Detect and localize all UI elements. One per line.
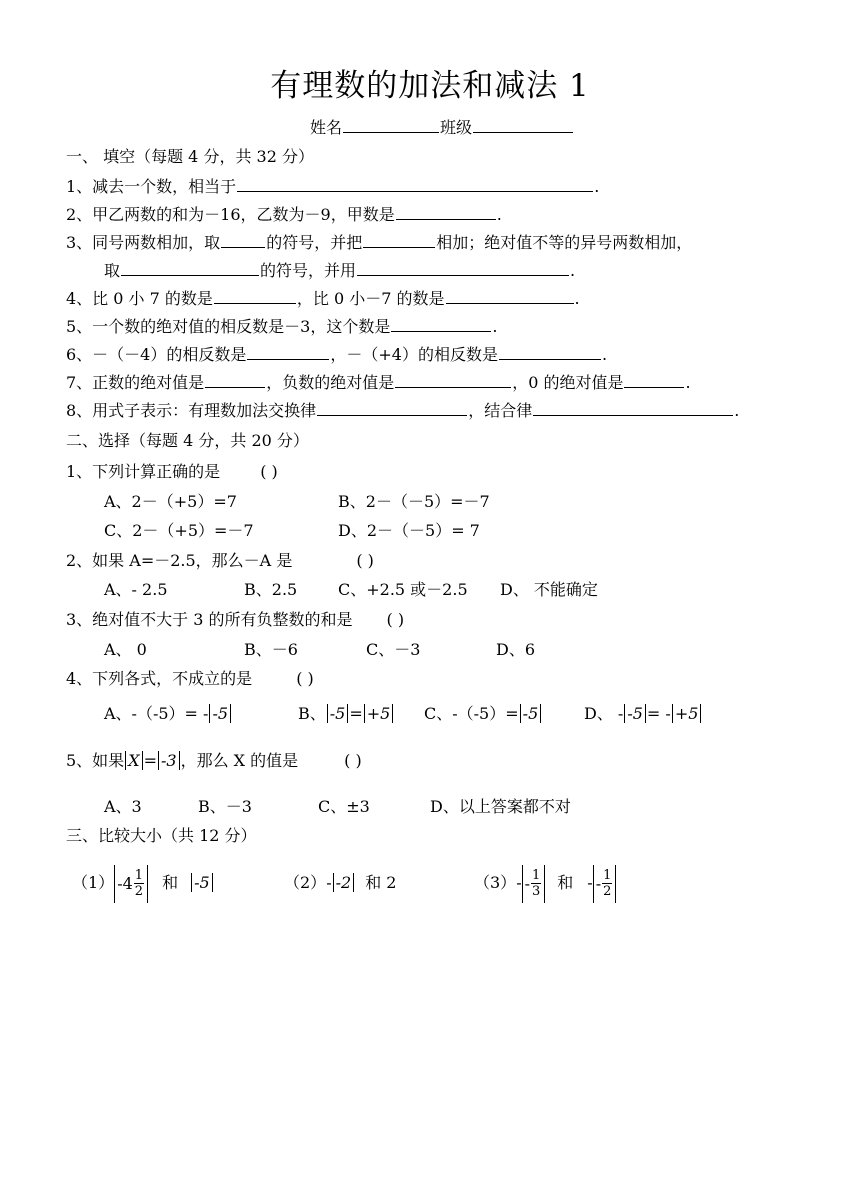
fill-q3-line1 (66, 231, 692, 253)
page-title: 有理数的加法和减法 1 (270, 68, 590, 104)
fill-q1-text: 1、减去一个数，相当于 (66, 177, 237, 196)
section2-heading: 二、选择（每题 4 分，共 20 分） (66, 431, 309, 450)
compare-p2-label: （2） (284, 873, 327, 892)
fill-q6-text-a: 6、－（－4）的相反数是 (66, 345, 247, 364)
compare-p1-num: 1 (134, 868, 144, 883)
fill-q7-text-b: ，负数的绝对值是 (266, 373, 395, 392)
choice-q5-paren[interactable]: ( ) (344, 751, 362, 770)
fill-q3-text-b: 的符号，并把 (266, 233, 363, 252)
compare-p3-in1: - (524, 873, 530, 893)
fill-q1-blank[interactable] (237, 175, 593, 192)
fill-q3-blank1[interactable] (221, 231, 265, 248)
compare-p1 (72, 863, 214, 903)
choice-q1-paren[interactable]: ( ) (260, 462, 278, 481)
compare-p2 (284, 863, 396, 903)
compare-p2-neg: - (326, 873, 332, 892)
fill-q5-end: . (492, 317, 498, 336)
fill-q8-blank2[interactable] (533, 399, 733, 416)
q4d-eq: = - (646, 704, 671, 723)
choice-q4-paren[interactable]: ( ) (296, 669, 314, 688)
choice-q4-stem (66, 669, 314, 689)
fill-q3-text-e: 的符号，并用 (260, 261, 357, 280)
compare-p3-fraction1 (531, 868, 541, 899)
class-field[interactable] (473, 116, 573, 133)
choice-q5-option-d[interactable]: D、以上答案都不对 (430, 797, 571, 816)
compare-p2-abs: -2 (333, 873, 355, 892)
fill-q1 (66, 175, 599, 197)
choice-q4-option-b[interactable] (298, 704, 394, 724)
compare-p1-den: 2 (134, 884, 144, 899)
compare-p3-den1: 3 (532, 884, 541, 899)
compare-p1-int: -4 (117, 873, 133, 893)
choice-q4-text: 4、下列各式，不成立的是 (66, 669, 253, 688)
choice-q5-option-c[interactable]: C、±3 (318, 797, 370, 816)
choice-q1-text: 1、下列计算正确的是 (66, 462, 221, 481)
fill-q7-blank2[interactable] (395, 371, 511, 388)
choice-q1-option-d[interactable]: D、2－（－5）= 7 (338, 521, 480, 540)
q5-post: ，那么 X 的值是 (180, 751, 299, 770)
compare-p3 (474, 863, 616, 903)
section3-heading: 三、比较大小（共 12 分） (66, 826, 257, 845)
choice-q3-option-b[interactable]: B、－6 (244, 640, 298, 659)
compare-p3-in2: - (595, 873, 602, 893)
fill-q7-end: . (685, 373, 691, 392)
choice-q2-option-a[interactable]: A、- 2.5 (104, 580, 168, 599)
choice-q1-option-a[interactable]: A、2－（+5）=7 (104, 492, 237, 511)
q5-abs2: -3 (158, 751, 180, 770)
compare-p3-and: 和 (557, 873, 574, 892)
compare-p3-abs2 (593, 865, 617, 903)
fill-q8 (66, 399, 739, 421)
choice-q3-text: 3、绝对值不大于 3 的所有负整数的和是 (66, 610, 353, 629)
fill-q3-blank4[interactable] (357, 259, 569, 276)
fill-q2-text: 2、甲乙两数的和为－16，乙数为－9，甲数是 (66, 205, 395, 224)
choice-q2-text: 2、如果 A=－2.5，那么－A 是 (66, 551, 293, 570)
name-label: 姓名 (310, 118, 343, 137)
compare-p1-and: 和 (162, 873, 179, 892)
choice-q3-option-a[interactable]: A、 0 (104, 640, 147, 659)
compare-p1-abs: -5 (191, 873, 213, 892)
q4c-pre: C、-（-5）= (424, 704, 519, 723)
q4b-abs2: +5 (364, 704, 394, 723)
compare-p1-label: （1） (72, 873, 115, 892)
fill-q7-blank1[interactable] (205, 371, 265, 388)
fill-q4-blank2[interactable] (446, 287, 574, 304)
compare-p3-label: （3） (474, 873, 517, 892)
class-label: 班级 (440, 118, 473, 137)
fill-q3-text-d: 取 (104, 261, 121, 280)
compare-p1-abs-mixed (114, 865, 148, 903)
q4a-abs: -5 (209, 704, 231, 723)
choice-q3-option-d[interactable]: D、6 (496, 640, 536, 659)
fill-q3-end: . (570, 261, 576, 280)
fill-q5-text: 5、一个数的绝对值的相反数是－3，这个数是 (66, 317, 391, 336)
fill-q5 (66, 315, 497, 337)
compare-p3-abs1 (522, 865, 546, 903)
fill-q4-text-b: ，比 0 小－7 的数是 (296, 289, 445, 308)
q4a-pre: A、-（-5）= - (104, 704, 209, 723)
compare-p1-fraction (134, 868, 144, 899)
choice-q5-option-b[interactable]: B、－3 (198, 797, 252, 816)
fill-q3-line2 (104, 259, 575, 281)
choice-q4-option-a[interactable] (104, 704, 232, 724)
name-field[interactable] (343, 116, 439, 133)
fill-q6-end: . (601, 345, 608, 364)
fill-q8-text-b: ，结合律 (468, 401, 533, 420)
compare-p3-neg2: - (587, 873, 593, 892)
fill-q3-text-c: 相加；绝对值不等的异号两数相加， (436, 233, 693, 252)
q5-eq: = (143, 751, 157, 770)
fill-q6-blank1[interactable] (247, 343, 329, 360)
q4d-abs1: -5 (624, 704, 646, 723)
fill-q3-blank3[interactable] (121, 259, 259, 276)
fill-q6-text-b: ，－（+4）的相反数是 (330, 345, 498, 364)
fill-q4-end: . (574, 289, 580, 308)
choice-q5-stem (66, 751, 362, 771)
q4c-abs: -5 (520, 704, 542, 723)
fill-q2 (66, 203, 502, 225)
choice-q3-stem (66, 610, 404, 630)
choice-q5-option-a[interactable]: A、3 (104, 797, 142, 816)
fill-q2-blank[interactable] (396, 203, 496, 220)
choice-q2-stem (66, 551, 374, 571)
choice-q2-option-d[interactable]: D、 不能确定 (500, 580, 598, 599)
compare-p3-neg1: - (516, 873, 522, 892)
fill-q7-blank3[interactable] (624, 371, 684, 388)
compare-p3-num2: 1 (603, 868, 612, 883)
q5-pre: 5、如果 (66, 751, 125, 770)
choice-q2-option-c[interactable]: C、+2.5 或－2.5 (338, 580, 468, 599)
fill-q7-text-c: ，0 的绝对值是 (512, 373, 624, 392)
q4b-abs1: -5 (327, 704, 349, 723)
choice-q1-option-c[interactable]: C、2－（+5）=－7 (104, 521, 254, 540)
fill-q1-end: . (594, 177, 600, 196)
fill-q4-text-a: 4、比 0 小 7 的数是 (66, 289, 213, 308)
fill-q4-blank1[interactable] (214, 287, 296, 304)
fill-q8-end: . (734, 401, 740, 420)
fill-q2-end: . (496, 205, 502, 224)
fill-q7 (66, 371, 691, 393)
q4b-eq: = (349, 704, 363, 723)
fill-q4 (66, 287, 580, 309)
choice-q3-paren[interactable]: ( ) (386, 610, 405, 629)
fill-q6 (66, 343, 607, 365)
choice-q2-paren[interactable]: ( ) (356, 551, 374, 570)
choice-q1-option-b[interactable]: B、2－（－5）=－7 (338, 492, 490, 511)
q4d-pre: D、 - (584, 704, 624, 723)
choice-q4-option-c[interactable] (424, 704, 542, 724)
q5-abs1: X (125, 751, 142, 770)
fill-q7-text-a: 7、正数的绝对值是 (66, 373, 205, 392)
choice-q2-option-b[interactable]: B、2.5 (244, 580, 298, 599)
choice-q1-stem (66, 462, 278, 482)
fill-q3-blank2[interactable] (363, 231, 435, 248)
compare-p3-den2: 2 (603, 884, 612, 899)
fill-q8-text-a: 8、用式子表示：有理数加法交换律 (66, 401, 317, 420)
choice-q4-option-d[interactable] (584, 704, 702, 724)
fill-q6-blank2[interactable] (499, 343, 601, 360)
q4d-abs2: +5 (672, 704, 702, 723)
q4b-pre: B、 (298, 704, 326, 723)
section1-heading: 一、 填空（每题 4 分，共 32 分） (66, 147, 314, 166)
fill-q8-blank1[interactable] (317, 399, 467, 416)
compare-p2-and: 和 2 (365, 873, 397, 892)
fill-q3-text-a: 3、同号两数相加，取 (66, 233, 221, 252)
choice-q3-option-c[interactable]: C、－3 (366, 640, 421, 659)
fill-q5-blank[interactable] (391, 315, 491, 332)
compare-p3-fraction2 (602, 868, 612, 899)
name-class-line (310, 116, 574, 138)
compare-p3-num1: 1 (532, 868, 541, 883)
